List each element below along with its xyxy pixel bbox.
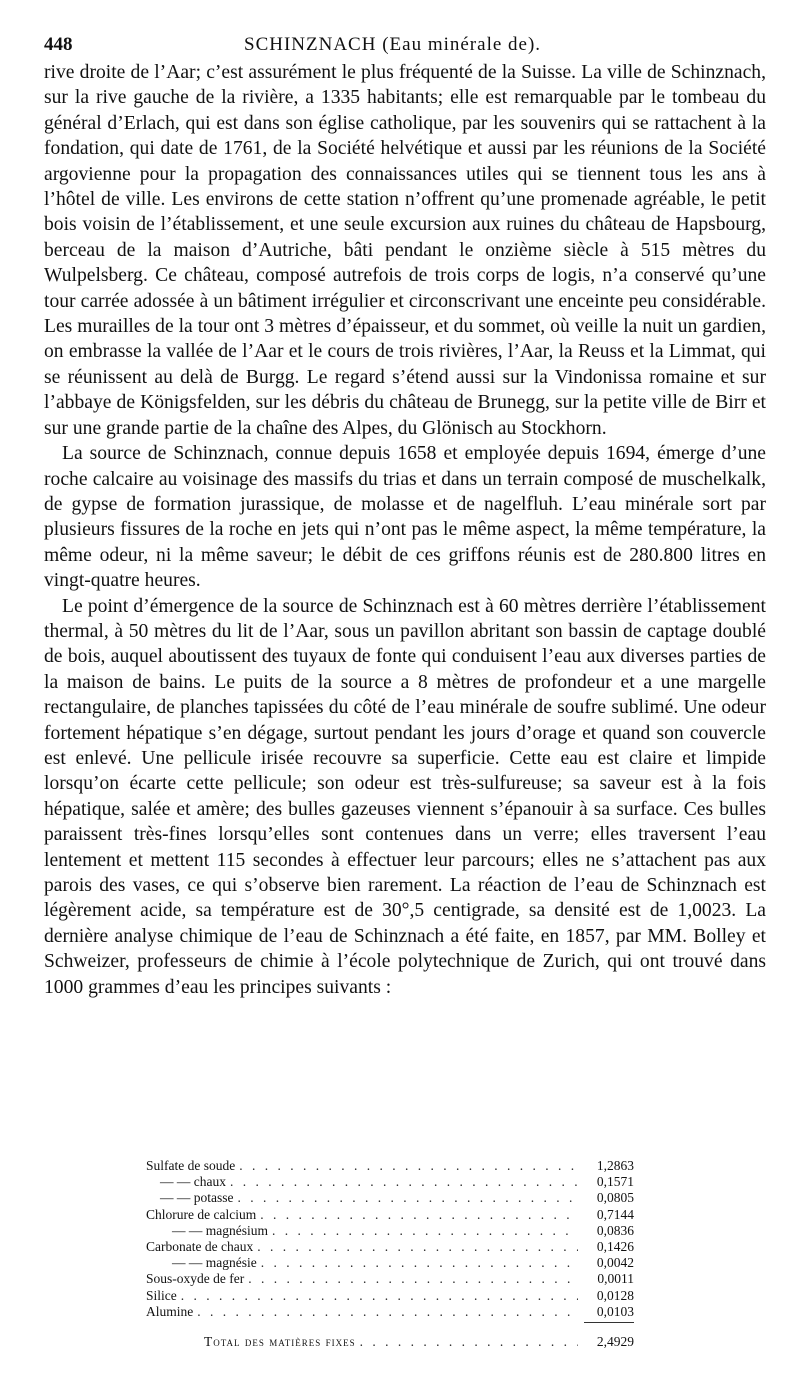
substance-value: 0,7144 [596,1206,634,1222]
substance-value: 0,0011 [597,1271,634,1287]
substance-value: 1,2863 [596,1158,634,1173]
substance-label: Sulfate de soude [146,1158,236,1173]
total-label: Total des matières fixes [204,1334,356,1349]
substance-label: — — chaux [160,1174,226,1190]
analysis-row [146,1223,634,1239]
total-row [204,1334,634,1350]
total-rule [584,1322,634,1323]
substance-value: 0,0042 [596,1255,634,1271]
substance-label: Silice [146,1287,177,1303]
leader-dots [197,1304,578,1320]
substance-label: — — magnésie [172,1255,257,1271]
substance-value: 0,1571 [596,1174,634,1190]
analysis-row [146,1304,634,1320]
leader-dots [248,1271,578,1287]
page-number: 448 [44,34,73,55]
analysis-table [146,1158,634,1320]
substance-value: 0,1426 [596,1239,634,1255]
analysis-row [146,1255,634,1271]
analysis-row [146,1239,634,1255]
leader-dots [230,1174,578,1190]
analysis-row [146,1288,634,1304]
analysis-row [146,1190,634,1206]
substance-label: Chlorure de calcium [146,1206,257,1222]
leader-dots [257,1239,578,1255]
leader-dots [261,1255,578,1271]
substance-value: 0,0103 [596,1303,634,1319]
leader-dots [360,1334,578,1350]
body-text [44,60,766,1000]
paragraph: Le point d’émergence de la source de Schinznach est à 60 mètres derrière l’établissement thermal, à 50 mètres du lit de l’Aar, sous un pavillon abritant son bassin de captage doublé de bois, auquel aboutissent des tuyaux de fonte qui conduisent l’eau aux diverses parties de la maison de bains. Le puits de la source a 8 mètres de profondeur et a une margelle rectangulaire, de planches tapissées du côté de l’eau minérale de soufre sublimé. Une odeur fortement hépatique s’en dégage, surtout pendant les jours d’orage et quand son couvercle est enlevé. Une pellicule irisée recouvre sa superficie. Cette eau est claire et limpide lorsqu’on écarte cette pellicule; son odeur est très-sulfureuse; sa saveur est à la fois hépatique, salée et amère; des bulles gazeuses viennent s’épanouir à sa surface. Ces bulles paraissent très-fines lorsqu’elles sont contenues dans un verre; elles traversent l’eau lentement et mettent 115 secondes à effectuer leur parcours; elles ne s’attachent pas aux parois des vases, ce qui s’observe bien rarement. La réaction de l’eau de Schinznach est légèrement acide, sa température est de 30°,5 centigrade, sa densité est de 1,0023. La dernière analyse chimique de l’eau de Schinznach a été faite, en 1857, par MM. Bolley et Schweizer, professeurs de chimie à l’école polytechnique de Zurich, qui ont trouvé dans 1000 grammes d’eau les principes suivants : [44,595,766,998]
analysis-row [146,1271,634,1287]
analysis-row [146,1158,634,1174]
leader-dots [272,1223,578,1239]
substance-value: 0,0128 [596,1287,634,1303]
paragraph: La source de Schinznach, connue depuis 1658 et employée depuis 1694, émerge d’une roche calcaire au voisinage des massifs du trias et dans un terrain composé de muschelkalk, de gypse de formation jurassique, de molasse et de nagelfluh. L’eau minérale sort par plusieurs fissures de la roche en jets qui n’ont pas le même aspect, la même température, la même odeur, ni la même saveur; le débit de ces griffons réunis est de 280.800 litres en vingt-quatre heures. [44,443,766,592]
leader-dots [260,1207,578,1223]
running-head: SCHINZNACH (Eau minérale de). [244,34,542,55]
substance-label: — — potasse [160,1190,234,1206]
substance-value: 0,0805 [596,1190,634,1206]
total-value: 2,4929 [596,1334,634,1349]
substance-label: Alumine [146,1303,194,1319]
leader-dots [239,1158,578,1174]
substance-label: — — magnésium [172,1222,268,1238]
analysis-row [146,1207,634,1223]
leader-dots [238,1190,579,1206]
substance-label: Carbonate de chaux [146,1239,254,1255]
analysis-row [146,1174,634,1190]
paragraph: rive droite de l’Aar; c’est assurément le plus fréquenté de la Suisse. La ville de Schinznach, sur la rive gauche de la rivière, a 1335 habitants; elle est remarquable par le tombeau du général d’Erlach, qui est dans son église catholique, par les souvenirs qui se rattachent à la fondation, qui date de 1761, de la Société helvétique et aussi par les réunions de la Société argovienne pour la propagation des connaissances utiles qui se tiennent tous les ans à l’hôtel de ville. Les environs de cette station n’offrent qu’une promenade agréable, le petit bois voisin de l’établissement, et une seule excursion aux ruines du château de Hapsbourg, berceau de la maison d’Autriche, bâti pendant le onzième siècle à 515 mètres du Wulpelsberg. Ce château, composé autrefois de trois corps de logis, n’a conservé qu’une tour carrée adossée à un bâtiment irrégulier et circonscrivant une enceinte peu considérable. Les murailles de la tour ont 3 mètres d’épaisseur, et du sommet, où veille la nuit un gardien, on embrasse la vallée de l’Aar et le cours de trois rivières, l’Aar, la Reuss et la Limmat, qui se réunissent au delà de Burgg. Le regard s’étend aussi sur la Vindonissa romaine et sur l’abbaye de Königsfelden, sur les débris du château de Brunegg, sur la petite ville de Birr et sur une grande partie de la chaîne des Alpes, du Glönisch au Stockhorn. [44,62,766,439]
substance-label: Sous-oxyde de fer [146,1271,245,1287]
substance-value: 0,0836 [596,1222,634,1238]
leader-dots [181,1288,578,1304]
